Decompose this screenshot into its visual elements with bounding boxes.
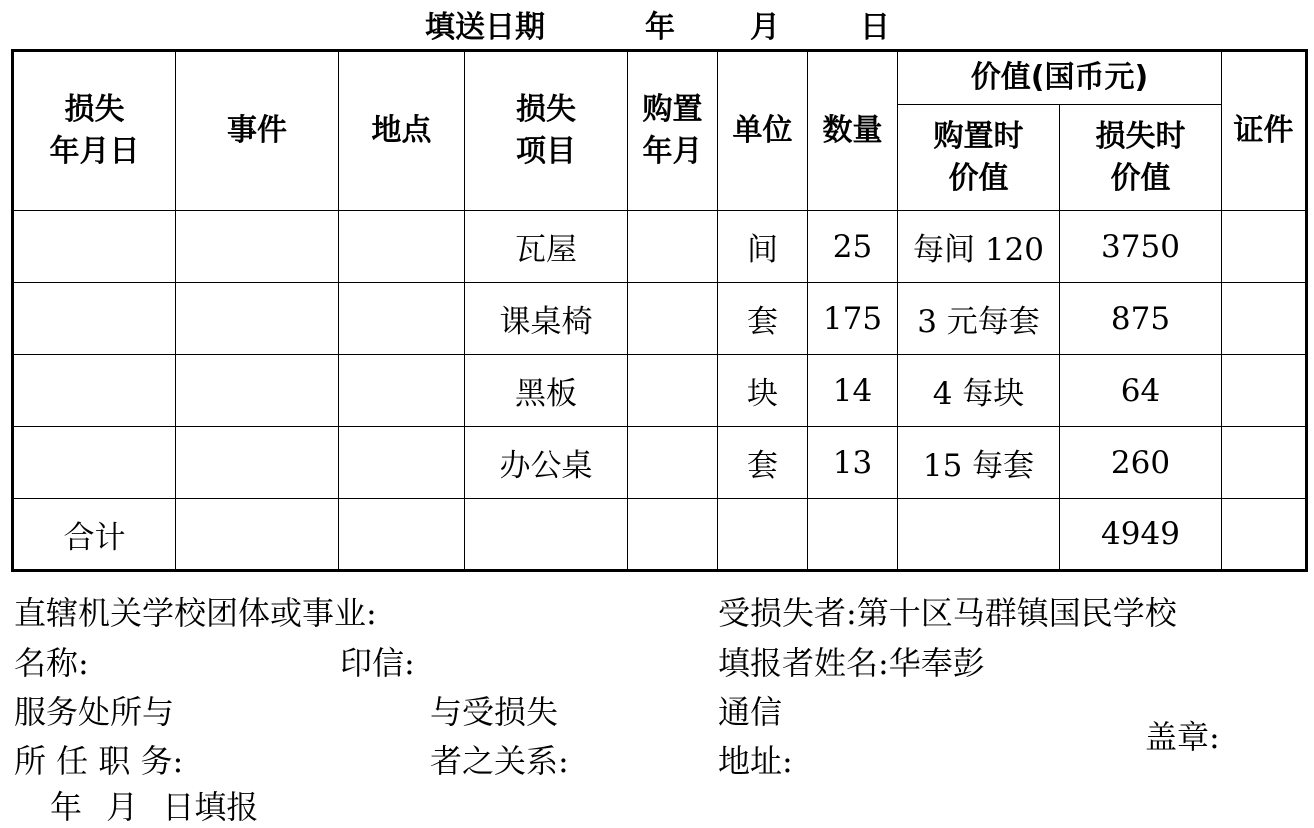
cell-loss-date — [13, 427, 176, 499]
cell-purchase-value: 3 元每套 — [898, 283, 1060, 355]
cell-item: 课桌椅 — [465, 283, 628, 355]
cell-loss-value: 260 — [1060, 427, 1222, 499]
reporter-label: 填报者姓名: — [718, 644, 889, 682]
cell-certificate — [1222, 427, 1307, 499]
cell-unit: 间 — [718, 211, 808, 283]
cell-purchase-date — [628, 283, 718, 355]
victim-value: 第十区马群镇国民学校 — [856, 594, 1177, 632]
service-label-line1: 服务处所与 — [14, 693, 175, 731]
cell-loss-date — [13, 355, 176, 427]
cell-purchase-value: 4 每块 — [898, 355, 1060, 427]
cell-purchase-date — [628, 355, 718, 427]
col-value-group-header: 价值(国币元) — [898, 51, 1222, 105]
cell-event — [176, 283, 339, 355]
stamp-label: 盖章: — [1145, 718, 1220, 756]
cell-unit: 块 — [718, 355, 808, 427]
cell-certificate — [1222, 355, 1307, 427]
reporter-line — [718, 638, 985, 684]
cell-quantity: 25 — [808, 211, 898, 283]
cell-event — [176, 355, 339, 427]
col-unit-header: 单位 — [718, 51, 808, 211]
relation-label-line1: 与受损失 — [430, 693, 559, 731]
col-loss-value-header: 损失时 价值 — [1060, 105, 1222, 211]
col-loss-date-header: 损失 年月日 — [13, 51, 176, 211]
report-date: 年 月 日填报 — [50, 788, 259, 826]
cell-place — [339, 355, 465, 427]
cell-quantity: 13 — [808, 427, 898, 499]
cell-item: 办公桌 — [465, 427, 628, 499]
cell-certificate — [1222, 283, 1307, 355]
cell-place — [339, 283, 465, 355]
col-purchase-date-header: 购置 年月 — [628, 51, 718, 211]
table-row — [13, 283, 1307, 355]
col-purchase-value-header: 购置时 价值 — [898, 105, 1060, 211]
cell-item: 瓦屋 — [465, 211, 628, 283]
cell-certificate — [1222, 211, 1307, 283]
cell-unit: 套 — [718, 427, 808, 499]
header-row — [13, 51, 1307, 105]
address-label-line1: 通信 — [718, 693, 783, 731]
col-place-header: 地点 — [339, 51, 465, 211]
relation-label-line2: 者之关系: — [430, 742, 569, 780]
total-label: 合计 — [13, 499, 176, 571]
cell-purchase-date — [628, 211, 718, 283]
cell-purchase-date — [628, 427, 718, 499]
seal-label: 印信: — [340, 644, 415, 682]
fill-date-line — [425, 2, 905, 45]
reporter-value: 华奉彭 — [888, 644, 985, 682]
address-label-line2: 地址: — [718, 742, 793, 780]
col-quantity-header: 数量 — [808, 51, 898, 211]
col-loss-item-header: 损失 项目 — [465, 51, 628, 211]
fill-date-year: 年 — [645, 10, 675, 45]
cell-place — [339, 211, 465, 283]
table-row — [13, 355, 1307, 427]
name-label: 名称: — [14, 644, 89, 682]
table-row — [13, 427, 1307, 499]
org-label: 直辖机关学校团体或事业: — [14, 594, 377, 632]
cell-quantity: 175 — [808, 283, 898, 355]
cell-loss-value: 3750 — [1060, 211, 1222, 283]
cell-unit: 套 — [718, 283, 808, 355]
victim-line — [718, 588, 1177, 634]
col-certificate-header: 证件 — [1222, 51, 1307, 211]
cell-place — [339, 427, 465, 499]
cell-loss-value: 64 — [1060, 355, 1222, 427]
fill-date-day: 日 — [860, 10, 890, 45]
col-event-header: 事件 — [176, 51, 339, 211]
cell-quantity: 14 — [808, 355, 898, 427]
victim-label: 受损失者: — [718, 594, 857, 632]
cell-loss-date — [13, 283, 176, 355]
cell-item: 黑板 — [465, 355, 628, 427]
cell-purchase-value: 每间 120 — [898, 211, 1060, 283]
cell-event — [176, 427, 339, 499]
cell-purchase-value: 15 每套 — [898, 427, 1060, 499]
total-row — [13, 499, 1307, 571]
cell-event — [176, 211, 339, 283]
cell-loss-date — [13, 211, 176, 283]
loss-table — [11, 49, 1308, 572]
service-label-line2: 所 任 职 务: — [14, 742, 184, 780]
fill-date-month: 月 — [750, 10, 780, 45]
cell-loss-value: 875 — [1060, 283, 1222, 355]
table-row — [13, 211, 1307, 283]
fill-date-label: 填送日期 — [425, 10, 545, 45]
total-loss-value: 4949 — [1060, 499, 1222, 571]
